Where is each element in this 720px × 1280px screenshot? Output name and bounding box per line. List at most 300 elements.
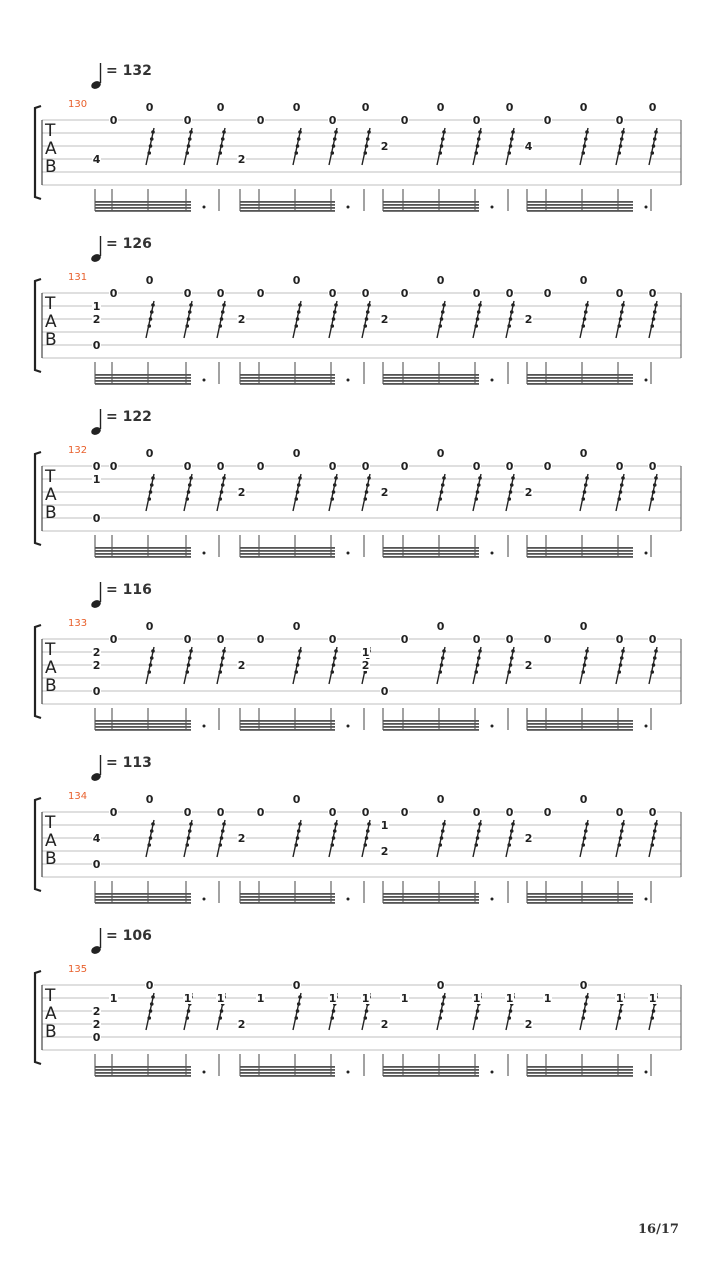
fret-number: 2 [92,1018,101,1031]
fret-number: 1 [92,473,101,486]
tremolo-dot [652,317,656,321]
tab-clef-letter: T [45,294,56,314]
tremolo-dot [298,476,302,480]
dot-mark [347,206,350,209]
fret-number: 0 [400,114,409,127]
fret-number: 0 [216,101,225,114]
measure-number: 133 [68,618,88,629]
fret-number: 0 [109,114,118,127]
tremolo-dot [441,829,445,833]
fret-number: 0 [183,806,192,819]
fret-number: 0 [579,274,588,287]
tremolo-dot [330,497,334,501]
fret-number: 0 [579,447,588,460]
tremolo-dot [187,144,191,148]
fret-number: 0 [361,806,370,819]
beam [95,1069,191,1071]
tremolo-dot [333,656,337,660]
tremolo-dot [330,670,334,674]
dot-mark [203,725,206,728]
beam [383,1075,479,1077]
tremolo-dot [477,829,481,833]
beam [240,893,335,895]
tremolo-dot [507,324,511,328]
tremolo-dot [617,1016,621,1020]
fret-number: 1 [400,992,409,1005]
tremolo-dot [621,130,625,134]
tremolo-dot [474,151,478,155]
tremolo-dot [332,490,336,494]
fret-number: 0 [256,806,265,819]
tab-clef-letter: A [45,1004,57,1024]
tremolo-dot [584,483,588,487]
tremolo-dot [147,324,151,328]
dot-mark [491,898,494,901]
tremolo-dot [654,303,658,307]
tab-clef-letter: A [45,485,57,505]
tremolo-dot [654,649,658,653]
beam [383,1066,479,1068]
beam [95,547,191,549]
beam [527,1075,633,1077]
tremolo-dot [147,670,151,674]
fret-number: 2 [237,153,246,166]
tremolo-dot [363,151,367,155]
tremolo-dot [474,843,478,847]
tremolo-dot [507,843,511,847]
dot-mark [645,206,648,209]
fret-number: 2 [237,832,246,845]
beam [383,377,479,379]
tremolo-dot [151,130,155,134]
tremolo-dot [294,324,298,328]
fret-number: 0 [615,460,624,473]
fret-number: 0 [256,287,265,300]
tremolo-dot [150,1002,154,1006]
beam [383,556,479,558]
fret-number: 2 [380,486,389,499]
fret-number: 0 [543,114,552,127]
fret-number: 1 [615,992,624,1005]
fret-number: 0 [328,806,337,819]
tremolo-dot [365,490,369,494]
tremolo-dot [652,1009,656,1013]
tremolo-dot [442,476,446,480]
tremolo-dot [619,663,623,667]
tremolo-dot [294,1016,298,1020]
tremolo-dot [189,303,193,307]
beam [240,902,335,904]
beam [95,729,191,731]
tremolo-dot [187,317,191,321]
beam [240,553,335,555]
tremolo-dot [218,324,222,328]
beam [527,1069,633,1071]
tremolo-dot [147,843,151,847]
tremolo-dot [474,670,478,674]
tremolo-dot [620,483,624,487]
tremolo-dot [187,490,191,494]
tremolo-dot [221,137,225,141]
tremolo-dot [619,490,623,494]
beam [95,720,191,722]
dot-mark [203,379,206,382]
fret-number: 0 [183,633,192,646]
beam [240,723,335,725]
tremolo-dot [585,995,589,999]
tremolo-dot [363,497,367,501]
tremolo-dot [583,144,587,148]
dot-mark [347,552,350,555]
fret-number: 1 [505,992,514,1005]
tremolo-dot [296,317,300,321]
tremolo-dot [584,829,588,833]
tremolo-dot [438,497,442,501]
tremolo-dot [584,137,588,141]
tremolo-dot [440,663,444,667]
tremolo-dot [509,1009,513,1013]
tremolo-dot [438,1016,442,1020]
measure-number: 132 [68,445,88,456]
tremolo-dot [617,670,621,674]
fret-number: 2 [92,646,101,659]
tab-clef-letter: B [45,330,57,350]
tremolo-dot [334,649,338,653]
tremolo-dot [652,663,656,667]
tremolo-dot [330,151,334,155]
tremolo-dot [297,656,301,660]
tremolo-dot [440,144,444,148]
tremolo-dot [584,1002,588,1006]
tremolo-dot [188,829,192,833]
beam [383,380,479,382]
tremolo-dot [620,829,624,833]
beam [240,899,335,901]
tremolo-dot [621,476,625,480]
beam [527,210,633,212]
tremolo-dot [218,1016,222,1020]
tremolo-dot [585,649,589,653]
tremolo-dot [147,497,151,501]
tremolo-dot [581,843,585,847]
fret-number: 0 [183,460,192,473]
tremolo-dot [149,836,153,840]
tab-clef-letter: A [45,831,57,851]
tremolo-dot [334,822,338,826]
tab-clef-letter: T [45,986,56,1006]
beam [527,899,633,901]
fret-number: 0 [292,979,301,992]
tremolo-dot [654,822,658,826]
tremolo-dot [620,137,624,141]
beam [95,726,191,728]
tremolo-dot [619,836,623,840]
tab-clef-letter: A [45,312,57,332]
beam [527,556,633,558]
beam [95,201,191,203]
tremolo-dot [511,130,515,134]
tremolo-dot [332,144,336,148]
tremolo-dot [150,137,154,141]
tremolo-dot [476,1009,480,1013]
tremolo-dot [151,303,155,307]
beam [527,383,633,385]
fret-number: 2 [524,832,533,845]
tremolo-dot [511,303,515,307]
fret-number: 0 [579,793,588,806]
fret-number: 0 [436,979,445,992]
fret-number: 0 [648,287,657,300]
tremolo-dot [510,310,514,314]
tremolo-dot [189,649,193,653]
tremolo-dot [221,310,225,314]
tab-system [35,409,681,558]
tremolo-dot [150,483,154,487]
tab-system [35,63,681,212]
fret-number: 1 [216,992,225,1005]
tremolo-dot [476,836,480,840]
fret-number: 0 [256,114,265,127]
tremolo-dot [477,656,481,660]
tremolo-dot [650,324,654,328]
beam [240,204,335,206]
tremolo-dot [221,829,225,833]
tremolo-dot [442,649,446,653]
beam [95,553,191,555]
tremolo-dot [478,303,482,307]
tremolo-dot [585,476,589,480]
beam [240,380,335,382]
tremolo-dot [332,836,336,840]
tremolo-dot [188,310,192,314]
beam [95,210,191,212]
tremolo-dot [652,144,656,148]
fret-number: 2 [92,659,101,672]
beam [240,550,335,552]
tremolo-dot [150,310,154,314]
tremolo-dot [149,663,153,667]
fret-number: 0 [145,620,154,633]
tremolo-dot [583,1009,587,1013]
fret-number: 0 [472,806,481,819]
tremolo-dot [581,151,585,155]
beam [527,201,633,203]
fret-number: 1 [109,992,118,1005]
dot-mark [203,552,206,555]
fret-number: 0 [256,460,265,473]
dot-mark [645,898,648,901]
tempo-marking: = 116 [106,582,152,598]
tremolo-dot [653,829,657,833]
tremolo-dot [185,151,189,155]
tremolo-dot [617,843,621,847]
fret-number: 0 [543,633,552,646]
fret-number: 0 [145,979,154,992]
fret-number: 0 [472,287,481,300]
tremolo-dot [510,137,514,141]
fret-number: 0 [292,101,301,114]
fret-number: 0 [216,633,225,646]
fret-number: 0 [615,633,624,646]
tremolo-dot [585,822,589,826]
beam [240,207,335,209]
tremolo-dot [298,649,302,653]
fret-number: 0 [436,793,445,806]
tremolo-dot [187,663,191,667]
tremolo-dot [507,1016,511,1020]
beam [527,380,633,382]
fret-number: 0 [328,460,337,473]
tremolo-dot [220,836,224,840]
beam [527,377,633,379]
tremolo-dot [509,317,513,321]
fret-number: 0 [92,460,101,473]
tab-clef-letter: A [45,139,57,159]
tremolo-dot [298,995,302,999]
tremolo-dot [147,1016,151,1020]
fret-number: 1 [183,992,192,1005]
tremolo-dot [653,137,657,141]
beam [383,899,479,901]
tremolo-dot [440,836,444,840]
tremolo-dot [147,151,151,155]
beam [383,729,479,731]
tremolo-dot [189,822,193,826]
tremolo-dot [583,836,587,840]
beam [527,720,633,722]
tremolo-dot [478,822,482,826]
tremolo-dot [585,130,589,134]
tremolo-dot [476,663,480,667]
fret-number: 0 [505,460,514,473]
dot-mark [645,1071,648,1074]
tremolo-dot [297,829,301,833]
tab-clef-letter: B [45,849,57,869]
tremolo-dot [220,144,224,148]
fret-number: 0 [400,460,409,473]
tremolo-dot [220,317,224,321]
tremolo-dot [507,151,511,155]
fret-number: 0 [292,620,301,633]
tremolo-dot [220,663,224,667]
beam [527,207,633,209]
beam [240,1066,335,1068]
fret-number: 1 [648,992,657,1005]
tremolo-dot [476,144,480,148]
fret-number: 0 [361,460,370,473]
tremolo-dot [221,483,225,487]
tremolo-dot [189,130,193,134]
tremolo-dot [294,670,298,674]
tremolo-dot [294,843,298,847]
tremolo-dot [509,144,513,148]
tremolo-dot [367,130,371,134]
tremolo-dot [619,1009,623,1013]
tremolo-dot [476,490,480,494]
beam [95,893,191,895]
tab-system [35,755,681,904]
tremolo-dot [619,144,623,148]
tremolo-dot [617,151,621,155]
tremolo-dot [298,303,302,307]
fret-number: 0 [328,114,337,127]
fret-number: 0 [292,274,301,287]
fret-number: 0 [579,620,588,633]
tremolo-dot [333,310,337,314]
fret-number: 0 [400,633,409,646]
tremolo-dot [218,151,222,155]
tab-clef-letter: B [45,1022,57,1042]
beam [240,1069,335,1071]
fret-number: 4 [524,140,533,153]
tremolo-dot [440,490,444,494]
tremolo-dot [296,663,300,667]
dot-mark [491,206,494,209]
fret-number: 0 [436,620,445,633]
fret-number: 0 [543,806,552,819]
tab-system [35,236,681,385]
beam [527,726,633,728]
tremolo-dot [650,151,654,155]
tremolo-dot [363,843,367,847]
fret-number: 0 [648,633,657,646]
tremolo-dot [583,490,587,494]
fret-number: 0 [145,274,154,287]
fret-number: 1 [361,646,370,659]
tremolo-dot [620,310,624,314]
tempo-marking: = 132 [106,63,152,79]
fret-number: 0 [109,287,118,300]
tab-clef-letter: T [45,467,56,487]
tremolo-dot [478,130,482,134]
beam [240,383,335,385]
tremolo-dot [621,822,625,826]
beam [95,1072,191,1074]
tremolo-dot [653,656,657,660]
tremolo-dot [583,317,587,321]
tremolo-dot [476,317,480,321]
beam [527,1066,633,1068]
beam [240,201,335,203]
tab-clef-letter: T [45,813,56,833]
tremolo-dot [477,310,481,314]
tremolo-dot [585,303,589,307]
beam [383,547,479,549]
fret-number: 0 [400,806,409,819]
fret-number: 0 [543,460,552,473]
beam [383,550,479,552]
dot-mark [491,725,494,728]
tremolo-dot [296,490,300,494]
tremolo-dot [581,670,585,674]
tremolo-dot [653,310,657,314]
fret-number: 0 [183,287,192,300]
tab-system [35,928,681,1077]
tremolo-dot [620,656,624,660]
fret-number: 0 [648,806,657,819]
beam [383,893,479,895]
fret-number: 2 [361,659,370,672]
fret-number: 0 [92,1031,101,1044]
fret-number: 0 [216,287,225,300]
fret-number: 0 [505,287,514,300]
dot-mark [203,206,206,209]
dot-mark [645,725,648,728]
tremolo-dot [442,303,446,307]
fret-number: 0 [436,101,445,114]
tremolo-dot [185,1016,189,1020]
tremolo-dot [222,303,226,307]
